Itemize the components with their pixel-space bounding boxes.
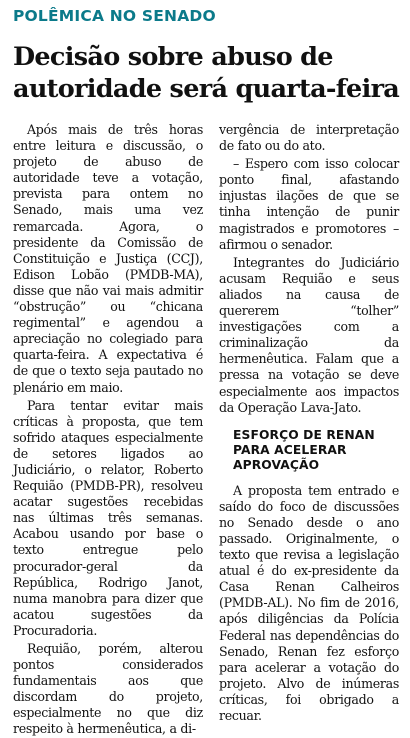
paragraph: A proposta tem entrado e saído do foco de discussões no Senado desde o ano passado. Originalmente, o texto que revisa a legislação atual é do ex-presidente da Casa Renan Calheiros (PMDB-AL). No fim de 2016, após diligências da Polícia Federal nas dependências do Senado, Renan fez esforço para acelerar a votação do projeto. Alvo de inúmeras críticas, foi obrigado a recuar. [219, 482, 399, 723]
paragraph: Integrantes do Judiciário acusam Requião e seus aliados na causa de quererem “tolher” investigações com a criminalização da hermenêutica. Falam que a pressa na votação se deve especialmente aos impactos da Operação Lava-Jato. [219, 254, 399, 415]
paragraph: Após mais de três horas entre leitura e discussão, o projeto de abuso de autoridade teve a votação, prevista para ontem no Senado, mais uma vez remarcada. Agora, o presidente da Comissão de Constituição e Justiça (CCJ), Edison Lobão (PMDB-MA), disse que não vai mais admitir “obstrução” ou “chicana regimental” e agendou a apreciação no colegiado para quarta-feira. A expectativa é de que o texto seja pautado no plenário em maio. [13, 122, 203, 395]
paragraph: Requião, porém, alterou pontos considerados fundamentais aos que discordam do projeto, especialmente no que diz respeito à hermenêutica, a di- [13, 641, 203, 737]
headline: Decisão sobre abuso de autoridade será quarta-feira [13, 42, 400, 104]
paragraph: vergência de interpretação de fato ou do ato. [219, 122, 399, 154]
article-column-left [13, 122, 203, 738]
paragraph: – Espero com isso colocar ponto final, afastando injustas ilações de que se tinha intenção de punir magistrados e promotores – afirmou o senador. [219, 156, 399, 252]
section-kicker: POLÊMICA NO SENADO [13, 7, 216, 25]
paragraph: Para tentar evitar mais críticas à proposta, que tem sofrido ataques especialmente de setores ligados ao Judiciário, o relator, Roberto Requião (PMDB-PR), resolveu acatar sugestões recebidas nas últimas três semanas. Acabou usando por base o texto entregue pelo procurador-geral da República, Rodrigo Janot, numa manobra para dizer que acatou sugestões da Procuradoria. [13, 397, 203, 638]
subheading: ESFORÇO DE RENAN PARA ACELERAR APROVAÇÃO [233, 427, 375, 472]
article-column-right [219, 122, 399, 724]
